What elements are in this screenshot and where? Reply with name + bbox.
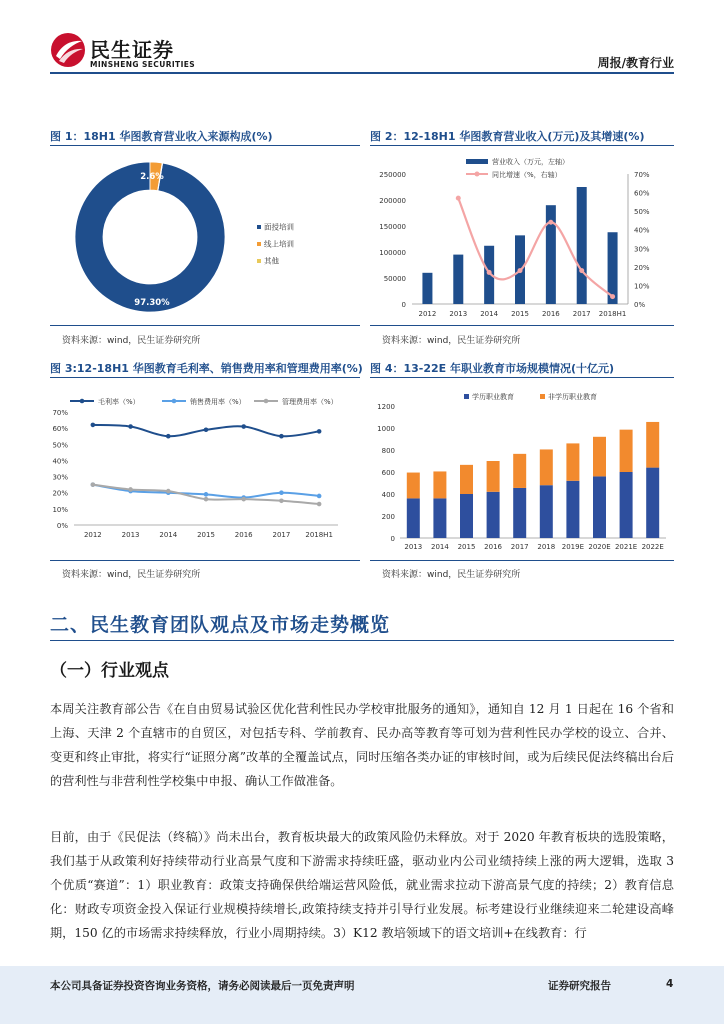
figure-1-source-rule xyxy=(50,325,360,326)
page-number: 4 xyxy=(666,978,674,990)
x-tick: 2016 xyxy=(541,310,560,318)
legend-label-growth: 同比增速（%，右轴） xyxy=(492,171,562,179)
stack-bar-0 xyxy=(540,485,553,538)
figure-1-title: 图 1：18H1 华图教育营业收入来源构成(%) xyxy=(50,130,273,143)
x-tick: 2017 xyxy=(272,531,291,539)
brand-name-en: MINSHENG SECURITIES xyxy=(90,60,196,69)
y-tick: 0 xyxy=(390,535,395,543)
stack-bar-0 xyxy=(620,472,633,538)
legend-label-1: 线上培训 xyxy=(264,239,294,249)
stack-bar-1 xyxy=(460,465,473,494)
x-tick: 2013 xyxy=(121,531,140,539)
x-tick: 2018H1 xyxy=(305,531,333,539)
figure-3-source-rule xyxy=(50,560,360,561)
x-tick: 2022E xyxy=(641,543,664,551)
figure-1-title-rule xyxy=(50,145,360,146)
growth-point xyxy=(548,220,553,225)
revenue-bar xyxy=(453,255,463,304)
series-point-1 xyxy=(204,492,209,497)
y-tick: 10% xyxy=(52,505,68,514)
y-right-tick: 40% xyxy=(634,226,650,235)
minsheng-logo-icon xyxy=(50,32,86,68)
legend-label-0: 面授培训 xyxy=(264,222,294,232)
stack-bar-1 xyxy=(513,454,526,488)
y-tick: 50% xyxy=(52,441,68,450)
x-tick: 2016 xyxy=(234,531,253,539)
growth-point xyxy=(518,268,523,273)
x-tick: 2014 xyxy=(480,310,499,318)
legend-marker-0 xyxy=(80,399,85,404)
section-divider xyxy=(50,640,674,641)
figure-2-revenue-chart xyxy=(370,150,674,322)
legend-swatch-0 xyxy=(257,225,261,229)
stack-bar-1 xyxy=(593,437,606,477)
stack-bar-1 xyxy=(487,461,500,492)
legend-swatch-0 xyxy=(464,394,469,399)
y-right-tick: 70% xyxy=(634,171,650,179)
y-left-tick: 100000 xyxy=(379,249,406,257)
y-left-tick: 50000 xyxy=(383,275,406,283)
x-tick: 2017 xyxy=(572,310,591,318)
series-point-0 xyxy=(279,434,284,439)
legend-label-0: 学历职业教育 xyxy=(472,393,514,401)
footer-band xyxy=(0,966,724,1024)
stack-bar-0 xyxy=(460,494,473,538)
stack-bar-1 xyxy=(433,471,446,498)
revenue-bar xyxy=(577,187,587,304)
stack-bar-1 xyxy=(566,443,579,480)
x-tick: 2013 xyxy=(449,310,468,318)
paragraph-2: 目前，由于《民促法（终稿）》尚未出台，教育板块最大的政策风险仍未释放。对于 2020 年教育板块的选股策略，我们基于从政策利好持续带动行业高景气度和下游需求持续旺盛，驱动业内公司业绩持续上涨的两大逻辑，选取 3 个优质“赛道”：1）职业教育：政策支持确保供给端运营风险低，就业需求拉动下游高景气度的持续；2）教育信息化：财政专项资金投入保证行业规模持续增长,政策持续支持并引导行业发展。标考建设行业继续迎来二轮建设高峰期，150 亿的市场需求持续释放，行业小周期持续。3）K12 教培领域下的语文培训+在线教育：行 xyxy=(50,830,674,940)
series-point-1 xyxy=(317,494,322,499)
y-right-tick: 50% xyxy=(634,208,650,217)
series-point-2 xyxy=(279,498,284,503)
y-right-tick: 10% xyxy=(634,282,650,291)
y-tick: 800 xyxy=(381,447,395,455)
y-tick: 0% xyxy=(56,522,68,530)
y-left-tick: 200000 xyxy=(379,197,406,205)
growth-point xyxy=(487,270,492,275)
figure-4-source: 资料来源：wind，民生证券研究所 xyxy=(382,570,521,580)
figure-3-source: 资料来源：wind，民生证券研究所 xyxy=(62,570,201,580)
legend-swatch-2 xyxy=(257,259,261,263)
legend-label-1: 非学历职业教育 xyxy=(548,393,597,401)
series-point-2 xyxy=(128,487,133,492)
y-right-tick: 60% xyxy=(634,189,650,198)
figure-3-margin-chart xyxy=(50,384,360,554)
x-tick: 2020E xyxy=(588,543,611,551)
y-tick: 600 xyxy=(381,469,395,477)
growth-point xyxy=(456,196,461,201)
report-tag: 周报/教育行业 xyxy=(597,56,674,70)
series-point-0 xyxy=(241,424,246,429)
stack-bar-0 xyxy=(433,498,446,538)
legend-label-0: 毛利率（%） xyxy=(98,398,140,406)
paragraph-1: 本周关注教育部公告《在自由贸易试验区优化营利性民办学校审批服务的通知》，通知自 12 月 1 日起在 16 个省和上海、天津 2 个直辖市的自贸区，对包括专科、学前教育、民办高等教育等可划为营利性民办学校的设立、合并、变更和终止审批，将实行“证照分离”改革的全覆盖试点，同时压缩各类办证的审核时间，或为后续民促法终稿出台后的营利性与非营利性学校集中申报、确认工作做准备。 xyxy=(50,702,674,788)
stack-bar-1 xyxy=(646,422,659,468)
figure-1-donut-chart xyxy=(50,150,360,320)
x-tick: 2015 xyxy=(511,310,529,318)
series-point-2 xyxy=(166,489,171,494)
series-point-0 xyxy=(204,427,209,432)
y-right-tick: 20% xyxy=(634,263,650,272)
slice-label-offline: 97.30% xyxy=(134,298,170,308)
y-tick: 60% xyxy=(52,425,68,434)
growth-point xyxy=(579,268,584,273)
x-tick: 2012 xyxy=(418,310,437,318)
footer-report-type: 证券研究报告 xyxy=(548,980,611,992)
stack-bar-0 xyxy=(593,476,606,538)
series-point-2 xyxy=(317,502,322,507)
stack-bar-0 xyxy=(566,481,579,538)
figure-2-source: 资料来源：wind，民生证券研究所 xyxy=(382,336,521,346)
y-left-tick: 0 xyxy=(401,301,406,309)
legend-swatch-1 xyxy=(540,394,545,399)
y-left-tick: 150000 xyxy=(379,223,406,231)
legend-label-2: 其他 xyxy=(264,256,279,266)
series-point-0 xyxy=(128,424,133,429)
legend-marker-growth xyxy=(475,172,480,177)
stack-bar-0 xyxy=(513,488,526,538)
series-point-0 xyxy=(91,423,96,428)
y-tick: 40% xyxy=(52,457,68,466)
legend-swatch-revenue xyxy=(466,159,488,164)
subsection-heading: （一）行业观点 xyxy=(50,661,169,681)
legend-label-revenue: 营业收入（万元，左轴） xyxy=(492,158,569,166)
x-tick: 2014 xyxy=(430,543,449,551)
series-point-2 xyxy=(204,497,209,502)
y-tick: 200 xyxy=(381,513,395,521)
y-tick: 400 xyxy=(381,491,395,499)
x-tick: 2018H1 xyxy=(598,310,627,318)
figure-3-title-rule xyxy=(50,377,360,378)
stack-bar-0 xyxy=(407,498,420,538)
y-tick: 1000 xyxy=(377,425,395,433)
stack-bar-0 xyxy=(487,492,500,538)
legend-swatch-1 xyxy=(257,242,261,246)
header-divider xyxy=(50,72,674,74)
figure-2-title: 图 2：12-18H1 华图教育营业收入(万元)及其增速(%) xyxy=(370,130,645,143)
x-tick: 2021E xyxy=(614,543,638,551)
growth-line xyxy=(458,198,612,296)
legend-marker-1 xyxy=(172,399,177,404)
figure-4-market-size-chart xyxy=(370,384,674,556)
x-tick: 2017 xyxy=(510,543,529,551)
x-tick: 2012 xyxy=(83,531,102,539)
figure-4-source-rule xyxy=(370,560,674,561)
legend-label-1: 销售费用率（%） xyxy=(190,398,246,406)
slice-label-online: 2.6% xyxy=(140,172,164,182)
x-tick: 2013 xyxy=(404,543,423,551)
series-point-2 xyxy=(241,497,246,502)
y-right-tick: 0% xyxy=(634,301,646,309)
y-left-tick: 250000 xyxy=(379,171,406,179)
x-tick: 2015 xyxy=(457,543,476,551)
figure-2-title-rule xyxy=(370,145,674,146)
series-point-2 xyxy=(91,482,96,487)
stack-bar-1 xyxy=(407,473,420,499)
y-tick: 70% xyxy=(52,409,68,417)
y-tick: 30% xyxy=(52,473,68,482)
y-tick: 20% xyxy=(52,489,68,498)
footer-disclaimer: 本公司具备证券投资咨询业务资格，请务必阅读最后一页免责声明 xyxy=(50,980,355,992)
growth-point xyxy=(610,294,615,299)
figure-1-source: 资料来源：wind，民生证券研究所 xyxy=(62,336,201,346)
x-tick: 2014 xyxy=(159,531,178,539)
legend-label-2: 管理费用率（%） xyxy=(282,398,338,406)
stack-bar-1 xyxy=(620,430,633,472)
x-tick: 2016 xyxy=(484,543,503,551)
x-tick: 2015 xyxy=(197,531,215,539)
series-point-0 xyxy=(317,429,322,434)
figure-4-title-rule xyxy=(370,377,674,378)
series-point-1 xyxy=(279,490,284,495)
figure-4-title: 图 4：13-22E 年职业教育市场规模情况(十亿元) xyxy=(370,362,615,375)
brand-name-cn: 民生证券 xyxy=(90,38,174,62)
y-tick: 1200 xyxy=(377,403,395,411)
stack-bar-1 xyxy=(540,449,553,485)
stack-bar-0 xyxy=(646,468,659,538)
y-right-tick: 30% xyxy=(634,245,650,254)
legend-marker-2 xyxy=(264,399,269,404)
x-tick: 2019E xyxy=(561,543,585,551)
section-heading: 二、民生教育团队观点及市场走势概览 xyxy=(50,614,391,636)
revenue-bar xyxy=(422,273,432,304)
figure-3-title: 图 3:12-18H1 华图教育毛利率、销售费用率和管理费用率(%) xyxy=(50,362,363,375)
x-tick: 2018 xyxy=(537,543,556,551)
figure-2-source-rule xyxy=(370,325,674,326)
series-point-0 xyxy=(166,434,171,439)
